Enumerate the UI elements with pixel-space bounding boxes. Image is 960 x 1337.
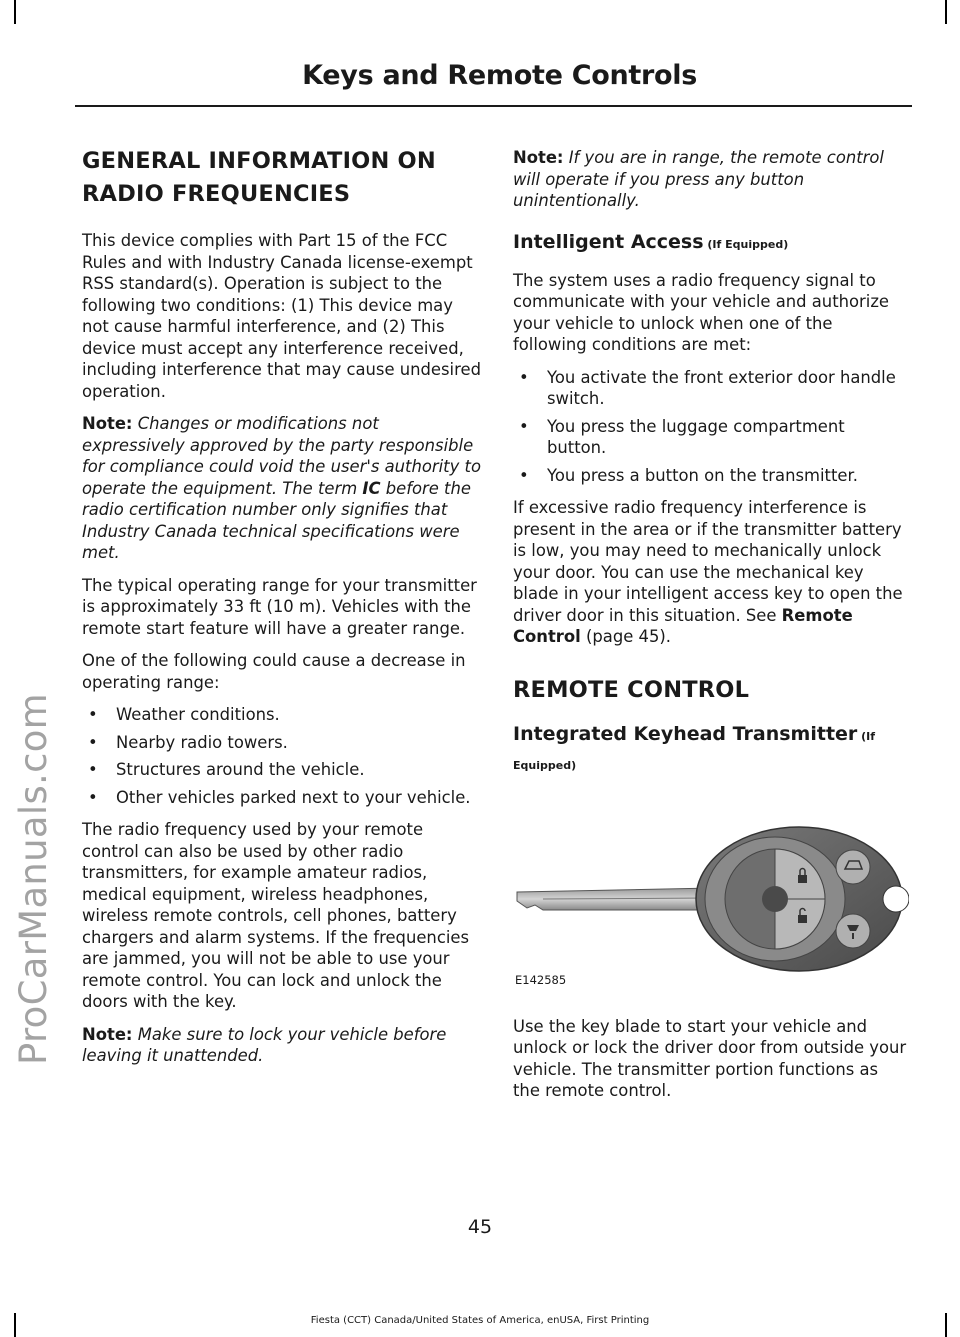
list-item: • Nearby radio towers. (82, 732, 482, 754)
crop-mark (14, 0, 16, 24)
bullet-list (82, 704, 482, 808)
note-text: Make sure to lock your vehicle before leaving it unattended. (82, 1024, 447, 1065)
list-item: • You press the luggage compartment button. (513, 416, 909, 459)
list-item: • Weather conditions. (82, 704, 482, 726)
paragraph-text: (page 45). (580, 627, 671, 646)
paragraph: The system uses a radio frequency signal to communicate with your vehicle and authorize your vehicle to unlock when one of the following conditions are met: (513, 270, 890, 354)
note (82, 1024, 482, 1067)
list-item: • You activate the front exterior door handle switch. (513, 367, 909, 410)
subheading-qualifier: Equipped) (513, 758, 577, 772)
key-illustration (513, 813, 909, 991)
subheading-text: Integrated Keyhead Transmitter (513, 722, 858, 745)
heading-line-2: RADIO FREQUENCIES (82, 181, 351, 207)
paragraph-text: If excessive radio frequency interference is present in the area or if the transmitter battery is low, you may need to mechanically unlock your door. You can use the mechanical key blade in your intelligent access key to open the driver door in this situation. See (513, 498, 903, 625)
subheading-qualifier: (If Equipped) (703, 237, 789, 251)
page-number: 45 (467, 1216, 493, 1238)
key-blade-shape (517, 888, 713, 910)
note-text: If you are in range, the remote control will operate if you press any button unintentionally. (513, 148, 884, 210)
paragraph: The typical operating range for your transmitter is approximately 33 ft (10 m). Vehicles with the remote start feature will have a greater range. (82, 575, 477, 638)
paragraph: Use the key blade to start your vehicle and unlock or lock the driver door from outside your vehicle. The transmitter portion functions as the remote control. (513, 1016, 907, 1100)
list-item: • Other vehicles parked next to your vehicle. (82, 787, 482, 809)
subheading (513, 228, 909, 259)
footer-text: Fiesta (CCT) Canada/United States of America, enUSA, First Printing (310, 1315, 650, 1326)
note-label: Note: (82, 1024, 133, 1044)
watermark: ProCarManuals.com (12, 692, 55, 1065)
heading-line-1: GENERAL INFORMATION ON (82, 148, 436, 174)
figure-code: E142585 (515, 972, 567, 987)
note-text: before the radio certification number only signifies that Industry Canada technical specifications were met. (82, 478, 471, 562)
key-head-shape (696, 827, 909, 971)
bullet-list (513, 367, 909, 487)
list-item: • You press a button on the transmitter. (513, 465, 909, 487)
subheading (513, 721, 909, 779)
subheading-text: Intelligent Access (513, 230, 704, 253)
note-label: Note: (513, 148, 564, 167)
keyhead-transmitter-figure (513, 813, 909, 991)
paragraph: This device complies with Part 15 of the FCC Rules and with Industry Canada license-exempt RSS standard(s). Operation is subject to the following two conditions: (1) This device may not cause harmful interference, and (2) This device must accept any interference received, including interference that may cause undesired operation. (82, 231, 481, 401)
right-column (513, 147, 909, 1113)
note (513, 147, 909, 212)
paragraph (513, 497, 909, 648)
note-ic: IC (362, 478, 381, 498)
note-text: Changes or modifications not expressively approved by the party responsible for compliance could void the user's authority to operate the equipment. The term (82, 414, 481, 498)
list-item: • Structures around the vehicle. (82, 759, 482, 781)
left-column (82, 145, 482, 1078)
paragraph: The radio frequency used by your remote control can also be used by other radio transmitters, for example amateur radios, medical equipment, wireless headphones, wireless remote controls, cell phones, battery chargers and alarm systems. If the frequencies are jammed, you will not be able to use your remote control. You can lock and unlock the doors with the key. (82, 820, 470, 1011)
section-heading (82, 145, 482, 211)
header-divider (75, 105, 912, 107)
note (82, 413, 482, 564)
subheading-qualifier: (If (857, 729, 876, 743)
crop-mark (945, 0, 947, 24)
paragraph: One of the following could cause a decrease in operating range: (82, 651, 466, 692)
section-heading: REMOTE CONTROL (513, 676, 750, 703)
note-label: Note: (82, 414, 133, 433)
cross-reference-link[interactable]: Remote Control (513, 605, 853, 646)
page-header-title: Keys and Remote Controls (302, 60, 697, 91)
